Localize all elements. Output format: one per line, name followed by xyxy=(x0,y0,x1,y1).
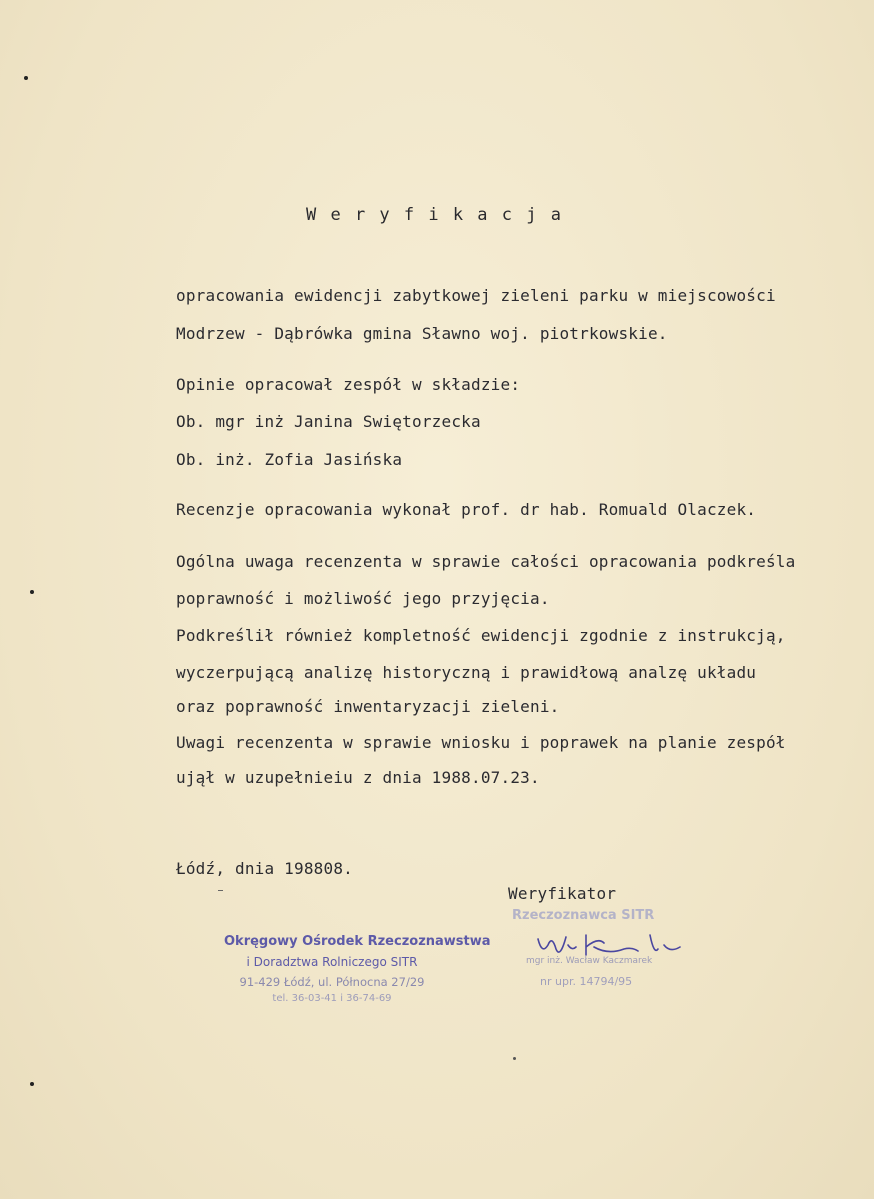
body-line-12: Uwagi recenzenta w sprawie wniosku i poprawek na planie zespół xyxy=(176,733,786,752)
stamp-line-1: Okręgowy Ośrodek Rzeczoznawstwa xyxy=(224,934,491,949)
margin-mark-top xyxy=(24,76,28,80)
body-line-10: wyczerpującą analizę historyczną i prawidłową analzę układu xyxy=(176,663,757,682)
body-line-5: Ob. inż. Zofia Jasińska xyxy=(176,450,403,469)
body-line-1: opracowania ewidencji zabytkowej zieleni parku w miejscowości xyxy=(176,286,776,305)
document-title: W e r y f i k a c j a xyxy=(306,205,563,225)
body-line-4: Ob. mgr inż Janina Swiętorzecka xyxy=(176,412,481,431)
body-line-6: Recenzje opracowania wykonał prof. dr hab. Romuald Olaczek. xyxy=(176,500,757,519)
body-line-11: oraz poprawność inwentaryzacji zieleni. xyxy=(176,697,560,716)
signature-stamp-line-3: nr upr. 14794/95 xyxy=(540,975,633,988)
stamp-line-2: i Doradztwa Rolniczego SITR xyxy=(246,955,418,969)
body-line-8: poprawność i możliwość jego przyjęcia. xyxy=(176,589,550,608)
place-date: Łódź, dnia 198808. xyxy=(176,859,353,878)
signatory-label: Weryfikator xyxy=(508,884,617,903)
stamp-line-3: 91-429 Łódź, ul. Północna 27/29 xyxy=(239,975,425,989)
dot-mark xyxy=(513,1057,516,1060)
institution-stamp xyxy=(224,934,491,1004)
body-line-7: Ogólna uwaga recenzenta w sprawie całości opracowania podkreśla xyxy=(176,552,796,571)
stamp-line-4: tel. 36-03-41 i 36-74-69 xyxy=(272,993,392,1004)
handwritten-signature xyxy=(528,925,698,965)
body-line-3: Opinie opracował zespół w składzie: xyxy=(176,375,521,394)
signature-stamp-line-2: mgr inż. Wacław Kaczmarek xyxy=(526,956,653,966)
body-line-9: Podkreślił również kompletność ewidencji zgodnie z instrukcją, xyxy=(176,626,786,645)
dash-mark xyxy=(218,890,223,891)
signature-stamp-line-1: Rzeczoznawca SITR xyxy=(512,908,655,923)
body-line-2: Modrzew - Dąbrówka gmina Sławno woj. piotrkowskie. xyxy=(176,324,668,343)
margin-mark-middle xyxy=(30,590,34,594)
body-line-13: ujął w uzupełnieiu z dnia 1988.07.23. xyxy=(176,768,540,787)
margin-mark-bottom xyxy=(30,1082,34,1086)
